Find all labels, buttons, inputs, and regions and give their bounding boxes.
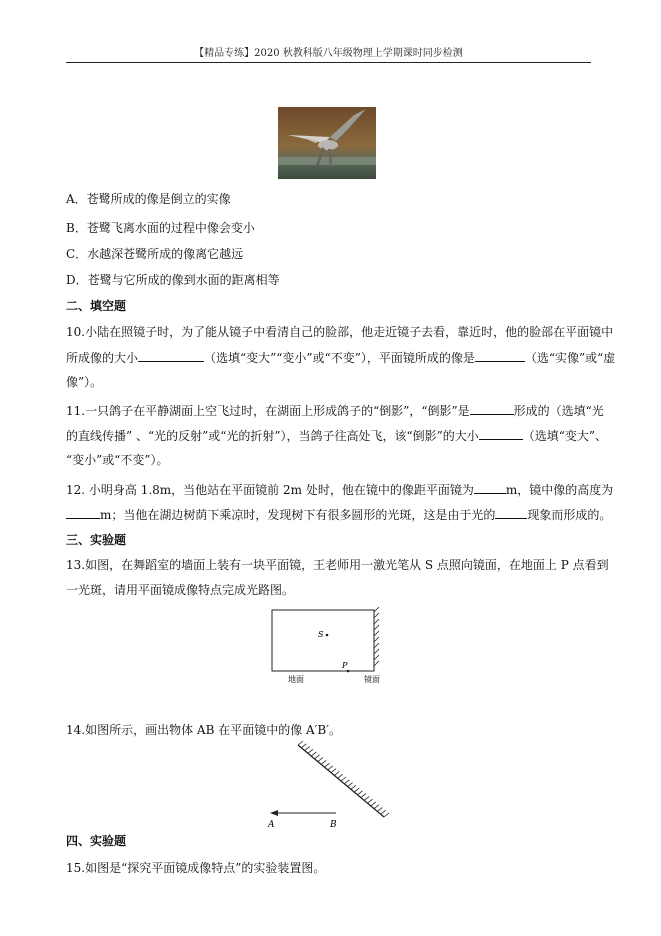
mirror-hatch-mark xyxy=(331,769,336,773)
label-ground: 地面 xyxy=(288,675,304,684)
label-a: A xyxy=(268,820,275,830)
mirror-hatch-mark xyxy=(348,783,353,787)
section-experiment-2: 四、实验题 xyxy=(66,834,127,848)
mirror-hatch-mark xyxy=(328,766,333,770)
q12-text-a: 12. 小明身高 1.8m，当他站在平面镜前 2m 处时，他在镜中的像距平面镜为 xyxy=(66,483,474,497)
q11-text-b: 形成的（选填“光 xyxy=(513,404,604,418)
mirror-hatch-mark xyxy=(374,805,379,809)
q15-line-1: 15.如图是“探究平面镜成像特点”的实验装置图。 xyxy=(66,861,326,875)
mirror-hatch-mark xyxy=(311,752,316,756)
q11-line-1 xyxy=(66,402,604,419)
q12-text-b: m，镜中像的高度为 xyxy=(505,483,614,497)
mirror-hatch-mark xyxy=(321,760,326,764)
label-s: S xyxy=(318,630,324,639)
q9-option-a: A．苍鹭所成的像是倒立的实像 xyxy=(66,192,231,206)
mirror-hatch-mark xyxy=(341,777,346,781)
section-experiment-1: 三、实验题 xyxy=(66,533,127,547)
q12-text-c: m；当他在湖边树荫下乘凉时，发现树下有很多圆形的光斑，这是由于光的 xyxy=(100,508,496,522)
mirror-hatch-mark xyxy=(338,774,343,778)
q10-text-b: （选填“变大”“变小”或“不变”），平面镜所成的像是 xyxy=(204,351,475,365)
mirror-hatch-mark xyxy=(298,741,303,745)
mirror-hatch-mark xyxy=(367,799,372,803)
q11-line-3: “变小”或“不变”）。 xyxy=(66,453,169,467)
q10-blank-2[interactable] xyxy=(475,349,525,362)
mirror-hatch-mark xyxy=(318,758,323,762)
q11-blank-2[interactable] xyxy=(479,427,523,440)
section-fill-in: 二、填空题 xyxy=(66,299,127,313)
label-p: P xyxy=(342,661,348,670)
q10-line-1: 10.小陆在照镜子时，为了能从镜子中看清自己的脸部，他走近镜子去看，靠近时，他的脸部在平面镜中 xyxy=(66,325,614,339)
q14-line-1: 14.如图所示，画出物体 AB 在平面镜中的像 A′B′。 xyxy=(66,723,341,737)
q10-line-3: 像”）。 xyxy=(66,375,103,389)
mirror-hatch-mark xyxy=(315,755,320,759)
mirror-hatch-mark xyxy=(354,788,359,792)
heron-photo xyxy=(278,107,376,179)
q13-line-1: 13.如图，在舞蹈室的墙面上装有一块平面镜，王老师用一激光笔从 S 点照向镜面，在地面上 P 点看到 xyxy=(66,558,609,572)
page-header: 【精品专练】2020 秋教科版八年级物理上学期课时同步检测 xyxy=(194,48,463,59)
q11-blank-1[interactable] xyxy=(470,402,514,415)
q12-blank-1[interactable] xyxy=(474,481,506,494)
mirror-hatch-mark xyxy=(334,771,339,775)
mirror-hatch-mark xyxy=(364,796,369,800)
mirror-hatch-mark xyxy=(371,802,376,806)
mirror-hatch-mark xyxy=(381,810,386,814)
q11-text-c: 的直线传播” 、“光的反射”或“光的折射”），当鸽子往高处飞，该“倒影”的大小 xyxy=(66,429,479,443)
q11-text-a: 11.一只鸽子在平静湖面上空飞过时，在湖面上形成鸽子的“倒影”，“倒影”是 xyxy=(66,404,470,418)
q10-line-2 xyxy=(66,349,615,366)
mirror-hatch-mark xyxy=(305,747,310,751)
mirror-hatch-mark xyxy=(344,780,349,784)
mirror-hatch-mark xyxy=(301,744,306,748)
label-mirror: 镜面 xyxy=(364,675,380,684)
q10-text-c: （选“实像”或“虚 xyxy=(524,351,616,365)
mirror-hatch-mark xyxy=(377,807,382,811)
point-p-dot xyxy=(347,670,350,673)
mirror-hatch-mark xyxy=(351,785,356,789)
mirror-hatch-mark xyxy=(361,794,366,798)
q9-option-d: D．苍鹭与它所成的像到水面的距离相等 xyxy=(66,273,280,287)
q13-mirror-figure xyxy=(266,606,396,688)
q10-blank-1[interactable] xyxy=(138,349,204,362)
mirror-hatch-mark xyxy=(308,749,313,753)
q10-text-a: 所成像的大小 xyxy=(66,351,139,365)
q9-option-b: B．苍鹭飞离水面的过程中像会变小 xyxy=(66,221,255,235)
mirror-hatch-mark xyxy=(324,763,329,767)
label-b: B xyxy=(330,820,337,830)
q13-line-2: 一光斑，请用平面镜成像特点完成光路图。 xyxy=(66,583,295,597)
q12-line-2 xyxy=(66,506,611,523)
q12-line-1 xyxy=(66,481,613,498)
q12-text-d: 现象而形成的。 xyxy=(527,508,612,522)
q12-blank-3[interactable] xyxy=(495,506,527,519)
q11-text-d: （选填“变大”、 xyxy=(522,429,608,443)
point-s-dot xyxy=(326,634,329,637)
q11-line-2 xyxy=(66,427,607,444)
q9-option-c: C．水越深苍鹭所成的像离它越远 xyxy=(66,247,244,261)
q12-blank-2[interactable] xyxy=(66,506,100,519)
q14-mirror-figure xyxy=(260,738,392,832)
header-rule xyxy=(66,62,591,63)
mirror-hatch-mark xyxy=(358,791,363,795)
mirror-hatch-mark xyxy=(384,813,389,817)
